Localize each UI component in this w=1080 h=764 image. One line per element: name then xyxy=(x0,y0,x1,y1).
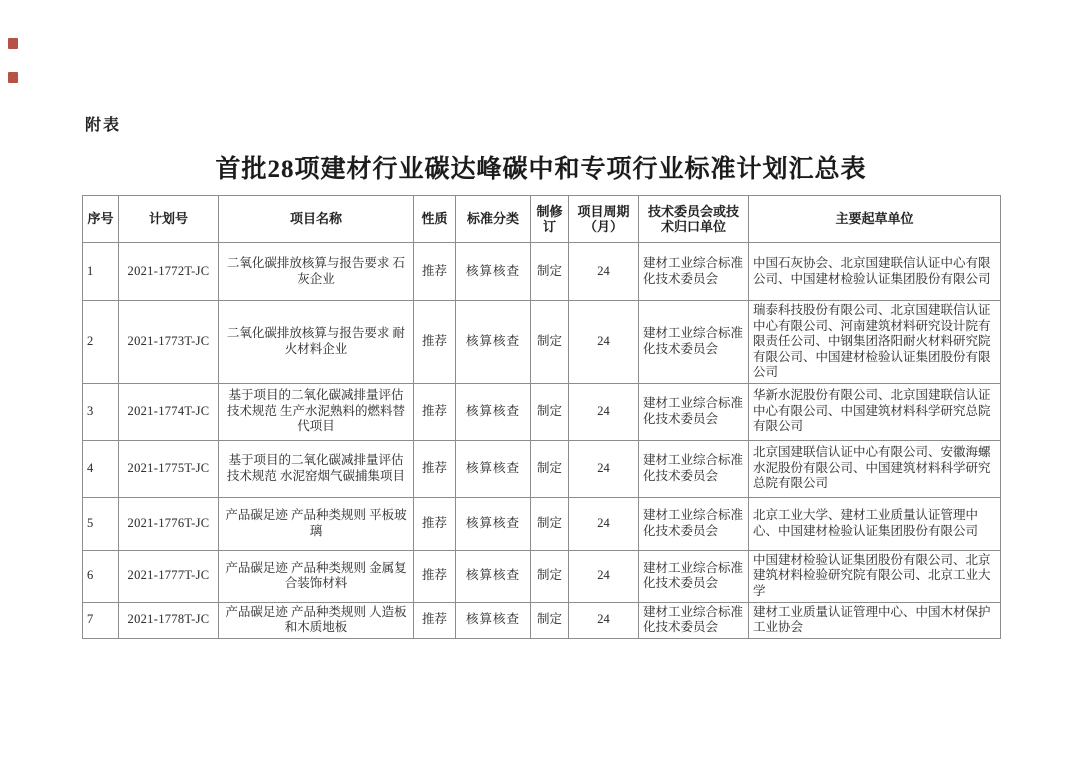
nature-cell: 推荐 xyxy=(414,440,456,497)
project-name-cell: 产品碳足迹 产品种类规则 平板玻璃 xyxy=(219,497,414,550)
drafters-cell: 北京工业大学、建材工业质量认证管理中心、中国建材检验认证集团股份有限公司 xyxy=(749,497,1001,550)
attachment-label: 附表 xyxy=(85,117,122,134)
header-period: 项目周期（月） xyxy=(569,196,639,243)
table-row xyxy=(83,383,1001,440)
committee-cell: 建材工业综合标准化技术委员会 xyxy=(639,383,749,440)
revision-cell: 制定 xyxy=(531,497,569,550)
drafters-cell: 中国建材检验认证集团股份有限公司、北京建筑材料检验研究院有限公司、北京工业大学 xyxy=(749,550,1001,602)
category-cell: 核算核查 xyxy=(456,243,531,301)
header-drafters: 主要起草单位 xyxy=(749,196,1001,243)
period-cell: 24 xyxy=(569,497,639,550)
category-cell: 核算核查 xyxy=(456,301,531,384)
table-row xyxy=(83,301,1001,384)
drafters-cell: 中国石灰协会、北京国建联信认证中心有限公司、中国建材检验认证集团股份有限公司 xyxy=(749,243,1001,301)
header-plan-no: 计划号 xyxy=(119,196,219,243)
drafters-cell: 瑞泰科技股份有限公司、北京国建联信认证中心有限公司、河南建筑材料研究设计院有限责任公司、中钢集团洛阳耐火材料研究院有限公司、中国建材检验认证集团股份有限公司 xyxy=(749,301,1001,384)
standards-plan-table xyxy=(82,195,1001,639)
project-name-cell: 产品碳足迹 产品种类规则 人造板和木质地板 xyxy=(219,602,414,638)
scan-artifact-mark xyxy=(8,38,18,49)
revision-cell: 制定 xyxy=(531,243,569,301)
project-name-cell: 二氧化碳排放核算与报告要求 耐火材料企业 xyxy=(219,301,414,384)
period-cell: 24 xyxy=(569,440,639,497)
seq-cell: 3 xyxy=(83,383,119,440)
table-row xyxy=(83,550,1001,602)
seq-cell: 2 xyxy=(83,301,119,384)
table-row xyxy=(83,497,1001,550)
nature-cell: 推荐 xyxy=(414,602,456,638)
project-name-cell: 二氧化碳排放核算与报告要求 石灰企业 xyxy=(219,243,414,301)
seq-cell: 5 xyxy=(83,497,119,550)
plan-no-cell: 2021-1777T-JC xyxy=(119,550,219,602)
committee-cell: 建材工业综合标准化技术委员会 xyxy=(639,497,749,550)
page-title: 首批28项建材行业碳达峰碳中和专项行业标准计划汇总表 xyxy=(215,156,867,183)
period-cell: 24 xyxy=(569,383,639,440)
header-revision: 制修订 xyxy=(531,196,569,243)
plan-no-cell: 2021-1773T-JC xyxy=(119,301,219,384)
seq-cell: 6 xyxy=(83,550,119,602)
project-name-cell: 基于项目的二氧化碳减排量评估技术规范 生产水泥熟料的燃料替代项目 xyxy=(219,383,414,440)
period-cell: 24 xyxy=(569,243,639,301)
category-cell: 核算核查 xyxy=(456,497,531,550)
revision-cell: 制定 xyxy=(531,602,569,638)
plan-no-cell: 2021-1776T-JC xyxy=(119,497,219,550)
header-category: 标准分类 xyxy=(456,196,531,243)
header-committee: 技术委员会或技术归口单位 xyxy=(639,196,749,243)
seq-cell: 1 xyxy=(83,243,119,301)
plan-no-cell: 2021-1772T-JC xyxy=(119,243,219,301)
period-cell: 24 xyxy=(569,301,639,384)
seq-cell: 4 xyxy=(83,440,119,497)
revision-cell: 制定 xyxy=(531,383,569,440)
category-cell: 核算核查 xyxy=(456,383,531,440)
header-project-name: 项目名称 xyxy=(219,196,414,243)
drafters-cell: 华新水泥股份有限公司、北京国建联信认证中心有限公司、中国建筑材料科学研究总院有限公司 xyxy=(749,383,1001,440)
nature-cell: 推荐 xyxy=(414,550,456,602)
revision-cell: 制定 xyxy=(531,301,569,384)
committee-cell: 建材工业综合标准化技术委员会 xyxy=(639,550,749,602)
nature-cell: 推荐 xyxy=(414,497,456,550)
drafters-cell: 建材工业质量认证管理中心、中国木材保护工业协会 xyxy=(749,602,1001,638)
table-row xyxy=(83,243,1001,301)
nature-cell: 推荐 xyxy=(414,383,456,440)
nature-cell: 推荐 xyxy=(414,243,456,301)
table-body xyxy=(83,243,1001,639)
committee-cell: 建材工业综合标准化技术委员会 xyxy=(639,602,749,638)
committee-cell: 建材工业综合标准化技术委员会 xyxy=(639,243,749,301)
nature-cell: 推荐 xyxy=(414,301,456,384)
category-cell: 核算核查 xyxy=(456,440,531,497)
project-name-cell: 基于项目的二氧化碳减排量评估技术规范 水泥窑烟气碳捕集项目 xyxy=(219,440,414,497)
revision-cell: 制定 xyxy=(531,440,569,497)
project-name-cell: 产品碳足迹 产品种类规则 金属复合装饰材料 xyxy=(219,550,414,602)
header-seq: 序号 xyxy=(83,196,119,243)
committee-cell: 建材工业综合标准化技术委员会 xyxy=(639,440,749,497)
category-cell: 核算核查 xyxy=(456,602,531,638)
drafters-cell: 北京国建联信认证中心有限公司、安徽海螺水泥股份有限公司、中国建筑材料科学研究总院有限公司 xyxy=(749,440,1001,497)
table-row xyxy=(83,602,1001,638)
period-cell: 24 xyxy=(569,602,639,638)
table-header xyxy=(83,196,1001,243)
category-cell: 核算核查 xyxy=(456,550,531,602)
header-nature: 性质 xyxy=(414,196,456,243)
scan-artifact-mark xyxy=(8,72,18,83)
plan-no-cell: 2021-1775T-JC xyxy=(119,440,219,497)
header-row xyxy=(83,196,1001,243)
revision-cell: 制定 xyxy=(531,550,569,602)
committee-cell: 建材工业综合标准化技术委员会 xyxy=(639,301,749,384)
plan-no-cell: 2021-1774T-JC xyxy=(119,383,219,440)
table-row xyxy=(83,440,1001,497)
period-cell: 24 xyxy=(569,550,639,602)
seq-cell: 7 xyxy=(83,602,119,638)
plan-no-cell: 2021-1778T-JC xyxy=(119,602,219,638)
